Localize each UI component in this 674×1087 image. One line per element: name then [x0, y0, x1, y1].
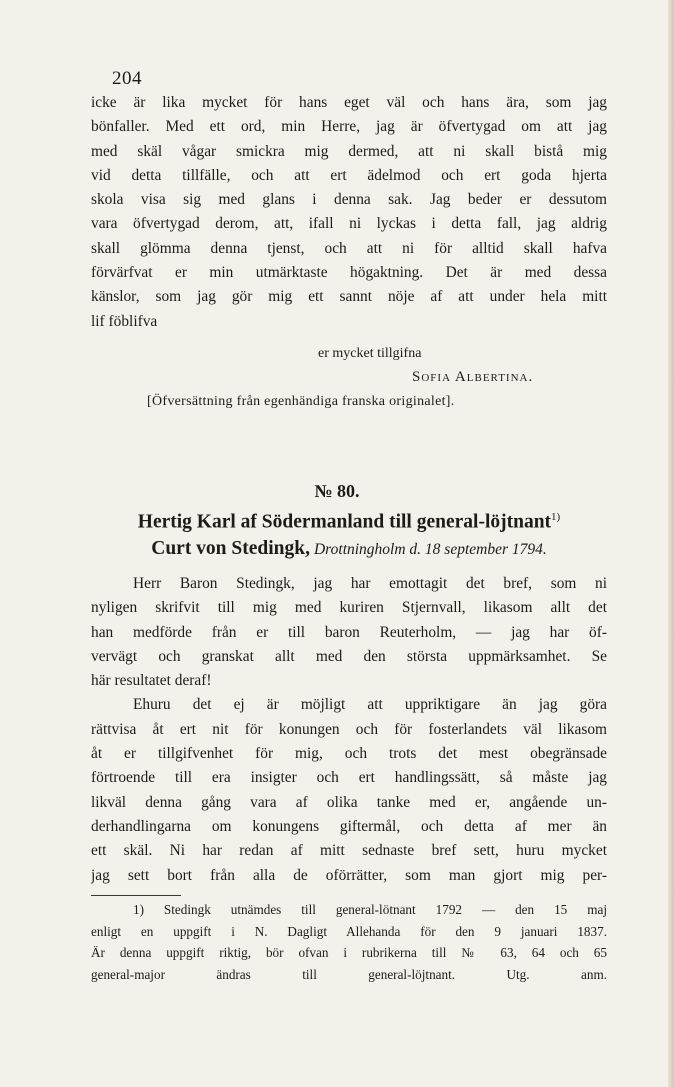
text-line: bönfaller. Med ett ord, min Herre, jag är öfvertygad om att jag	[91, 118, 607, 136]
page-number: 204	[112, 68, 142, 89]
text-line: känslor, som jag gör mig ett sannt nöje af att under hela mitt	[91, 288, 607, 306]
translation-note: [Öfversättning från egenhändiga franska originalet].	[147, 394, 455, 409]
text-line: likväl denna gång vara af olika tanke med er, angående un-	[91, 793, 607, 811]
footnote-divider	[91, 895, 181, 896]
text-line: derhandlingarna om konungens giftermål, och detta af mer än	[91, 817, 607, 835]
footnote-marker: 1)	[551, 511, 561, 523]
text-line: Ehuru det ej är möjligt att uppriktigare än jag göra	[133, 696, 607, 714]
footnote-line: enligt en uppgift i N. Dagligt Allehanda för den 9 januari 1837.	[91, 923, 607, 939]
text-line: vervägt och granskat allt med den största uppmärksamhet. Se	[91, 647, 607, 665]
footnote-line: general-major ändras till general-löjtnant. Utg. anm.	[91, 966, 607, 982]
letter-title	[91, 511, 607, 534]
text-line: här resultatet deraf!	[91, 672, 212, 690]
letter-number: № 80.	[314, 481, 360, 501]
text-line: ett skäl. Ni har redan af mitt sednaste bref sett, huru mycket	[91, 842, 607, 860]
text-line: Herr Baron Stedingk, jag har emottagit det bref, som ni	[133, 575, 607, 592]
signature: Sofia Albertina.	[412, 369, 534, 385]
footnote-line: Är denna uppgift riktig, bör ofvan i rubrikerna till № 63, 64 och 65	[91, 945, 607, 960]
letter-subtitle	[91, 538, 607, 560]
text-line: vara öfvertygad derom, att, ifall ni lyckas i detta fall, jag aldrig	[91, 215, 607, 233]
letter-continuation	[91, 91, 607, 334]
text-line: skola visa sig med glans i denna sak. Jag beder er dessutom	[91, 191, 607, 209]
footnotes	[91, 899, 607, 985]
text-line: jag sett bort från alla de oförrätter, som man gjort mig per-	[91, 866, 607, 884]
text-line: nyligen skrifvit till mig med kuriren Stjernvall, likasom allt det	[91, 599, 607, 617]
text-line: förvärfvat er min utmärktaste högaktning. Det är med dessa	[91, 264, 607, 282]
text-line: med skäl vågar smickra mig dermed, att ni skall bistå mig	[91, 142, 607, 160]
page-edge-shadow	[668, 0, 674, 1087]
text-line: icke är lika mycket för hans eget väl och hans ära, som jag	[91, 94, 607, 111]
text-line: skall glömma denna tjenst, och att ni för alltid skall hafva	[91, 239, 607, 257]
letter-body	[91, 572, 607, 888]
closing-phrase: er mycket tillgifna	[318, 346, 422, 361]
text-line: lif föblifva	[91, 312, 158, 330]
text-line: förtroende till era insigter och ert handlingssätt, så måste jag	[91, 769, 607, 787]
text-line: rättvisa åt ert nit för konungen och för fosterlandets väl likasom	[91, 720, 607, 738]
place-and-date: Drottningholm d. 18 september 1794.	[313, 541, 547, 558]
text-line: vid detta tillfälle, och att ert ädelmod och ert goda hjerta	[91, 166, 607, 184]
recipient-name: Curt von Stedingk,	[151, 538, 310, 559]
text-line: han medförde från er till baron Reuterholm, — jag har öf-	[91, 623, 607, 641]
title-line-1: Hertig Karl af Södermanland till general-löjtnant	[137, 511, 552, 533]
footnote-line: 1) Stedingk utnämdes till general-lötnant 1792 — den 15 maj	[133, 902, 607, 917]
text-line: åt er tillgifvenhet för mig, och trots det mest obegränsade	[91, 745, 607, 763]
